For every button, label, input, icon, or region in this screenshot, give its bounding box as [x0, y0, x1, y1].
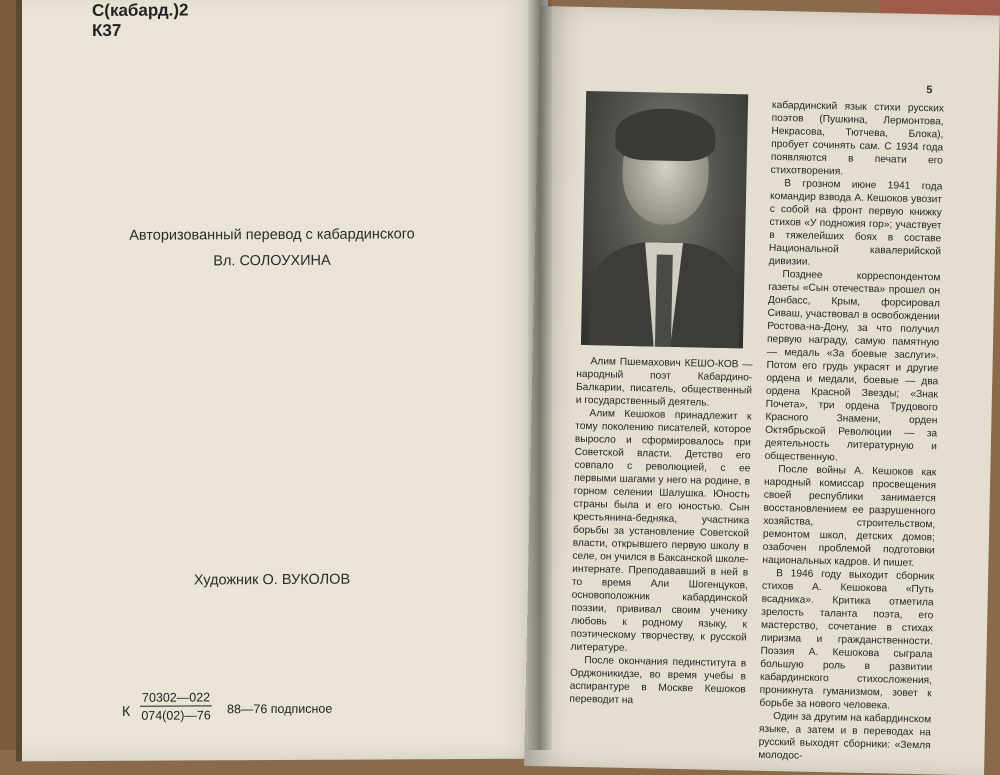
page-number: 5: [926, 84, 933, 97]
biography-column-left: [569, 355, 752, 710]
portrait-tie: [655, 255, 673, 349]
library-code-line-2: К37: [92, 20, 122, 40]
library-classification-code: [92, 0, 188, 41]
bio-paragraph: В грозном июне 1941 года командир взвода А. Кешоков увозит с собой на фронт первую книжку стихов «У подножия гор»; участвует в тяжелейших боях в составе Национальной кавалерийской дивизии.: [768, 178, 943, 268]
artist-credit: Художник О. ВУКОЛОВ: [193, 571, 351, 589]
imprint-denominator: 074(02)—76: [141, 708, 211, 723]
bio-paragraph: После окончания пединститута в Орджоникидзе, во время учебы в аспирантуре в Москве Кешоков переводит на: [569, 655, 747, 707]
translator-name: Вл. СОЛОУХИНА: [213, 252, 331, 270]
bio-paragraph: В 1946 году выходит сборник стихов А. Кешокова «Путь всадника». Критика отметила зрелость таланта поэта, его мастерство, сочетание в стихах лиризма и гражданственности. Поэзия А. Кешокова сыграла большую роль в развитии кабардинского стихосложения, проникнута гуманизмом, зовет к борьбе за нового человека.: [759, 568, 935, 712]
translation-credit: [22, 221, 522, 276]
imprint-letter: К: [122, 702, 131, 719]
translation-credit-line-1: Авторизованный перевод с кабардинского: [129, 226, 415, 244]
portrait-hair: [615, 108, 716, 162]
bio-paragraph: Алим Кешоков принадлежит к тому поколению писателей, которое выросло и сформировалось при Советской власти. Детство его совпало с революцией, с ее первыми шагами у него на родине, в горном селении Шалушка. Юность страны была и его юностью. Сын крестьянина-бедняка, участника борьбы за установление Советской власти, открывшего первую школу в селе, он учился в Баксанской школе-интернате. Преподававший в ней в то время Али Шогенцуков, основоположник кабардинской поэзии, прививал своим ученику любовь к родному языку, к поэтическому творчеству, к русской литературе.: [570, 408, 752, 654]
bio-paragraph: После войны А. Кешоков как народный комиссар просвещения своей республики занимается восстановлением ее разрушенного хозяйства, строительством, ремонтом школ, детских домов; озабочен проблемой подготовки национальных кадров. И пишет.: [762, 464, 937, 569]
book-spine-gutter: [528, 0, 552, 750]
biography-column-right: [758, 99, 944, 765]
bio-paragraph: Алим Пшемахович КЕШО-КОВ — народный поэт Кабардино-Балкарии, писатель, общественный и государственный деятель.: [575, 356, 753, 409]
library-code-line-1: С(кабард.)2: [92, 0, 189, 20]
bio-paragraph: Один за другим на кабардинском языке, а затем и в переводах на русский выходят сборники: «Земля молодос-: [758, 711, 932, 762]
bio-paragraph: Позднее корреспондентом газеты «Сын отечества» прошел он Донбасс, Крым, форсировал Сиваш, участвовал в освобождении Ростова-на-Дону, за что получил первую награду, самую памятную — медаль «За боевые заслуги». Потом его грудь украсят и другие ордена и медали, боевые — два ордена Красной Звезды; «Знак Почета», три ордена Трудового Красного Знамени, орден Октябрьской Революции — за деятельность литературную и общественную.: [764, 269, 941, 464]
imprint-fraction: [140, 690, 212, 722]
author-portrait-photo: [581, 91, 748, 348]
bio-paragraph: кабардинский язык стихи русских поэтов (Пушкина, Лермонтова, Некрасова, Тютчева, Блока), пробует сочинять сам. С 1934 года появляются в печати его стихотворения.: [770, 99, 945, 178]
right-page: [524, 6, 1000, 775]
left-page: [16, 0, 548, 761]
imprint-subscription: 88—76 подписное: [227, 701, 333, 717]
imprint-numerator: 70302—022: [140, 690, 212, 706]
